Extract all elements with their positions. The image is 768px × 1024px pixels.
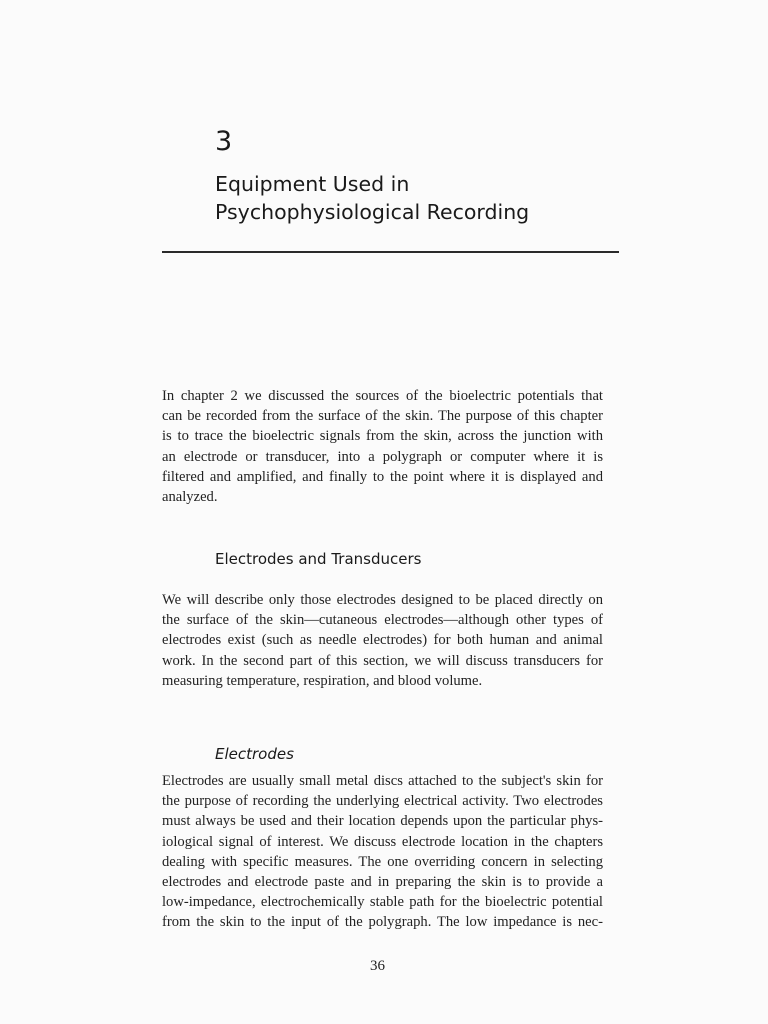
chapter-title-line: Equipment Used in [215,172,410,196]
section-paragraph [162,590,603,691]
text-line: analyzed. [162,489,218,506]
chapter-number: 3 [215,126,233,157]
text-line: filtered and amplified, and finally to the point where it is displayed and [162,468,603,485]
text-line: electrodes exist (such as needle electrodes) for both human and animal [162,632,603,649]
text-line: We will describe only those electrodes designed to be placed directly on [162,592,603,608]
text-line: is to trace the bioelectric signals from the skin, across the junction with [162,428,603,445]
intro-paragraph [162,386,603,507]
text-line: Electrodes are usually small metal discs attached to the subject's skin for [162,773,603,789]
subsection-paragraph [162,771,603,933]
section-heading: Electrodes and Transducers [215,550,422,568]
text-line: can be recorded from the surface of the skin. The purpose of this chapter [162,408,603,425]
text-line: electrodes and electrode paste and in preparing the skin is to provide a [162,874,603,891]
text-line: iological signal of interest. We discuss electrode location in the chapters [162,833,603,850]
text-line: the purpose of recording the underlying electrical activity. Two electrodes [162,793,603,810]
text-line: work. In the second part of this section, we will discuss transducers for [162,652,603,669]
chapter-title-line: Psychophysiological Recording [215,200,530,224]
chapter-title [215,170,635,226]
text-line: In chapter 2 we discussed the sources of the bioelectric potentials that [162,388,603,404]
text-line: an electrode or transducer, into a polygraph or computer where it is [162,448,603,465]
chapter-divider-rule [162,251,619,253]
text-line: dealing with specific measures. The one overriding concern in selecting [162,853,603,870]
text-line: from the skin to the input of the polygraph. The low impedance is nec- [162,914,603,931]
text-line: must always be used and their location depends upon the particular phys- [162,813,603,830]
text-line: measuring temperature, respiration, and blood volume. [162,672,483,689]
text-line: low-impedance, electrochemically stable path for the bioelectric potential [162,894,603,911]
subsection-heading: Electrodes [215,745,294,763]
page-number: 36 [370,958,385,974]
text-line: the surface of the skin—cutaneous electrodes—although other types of [162,612,603,629]
